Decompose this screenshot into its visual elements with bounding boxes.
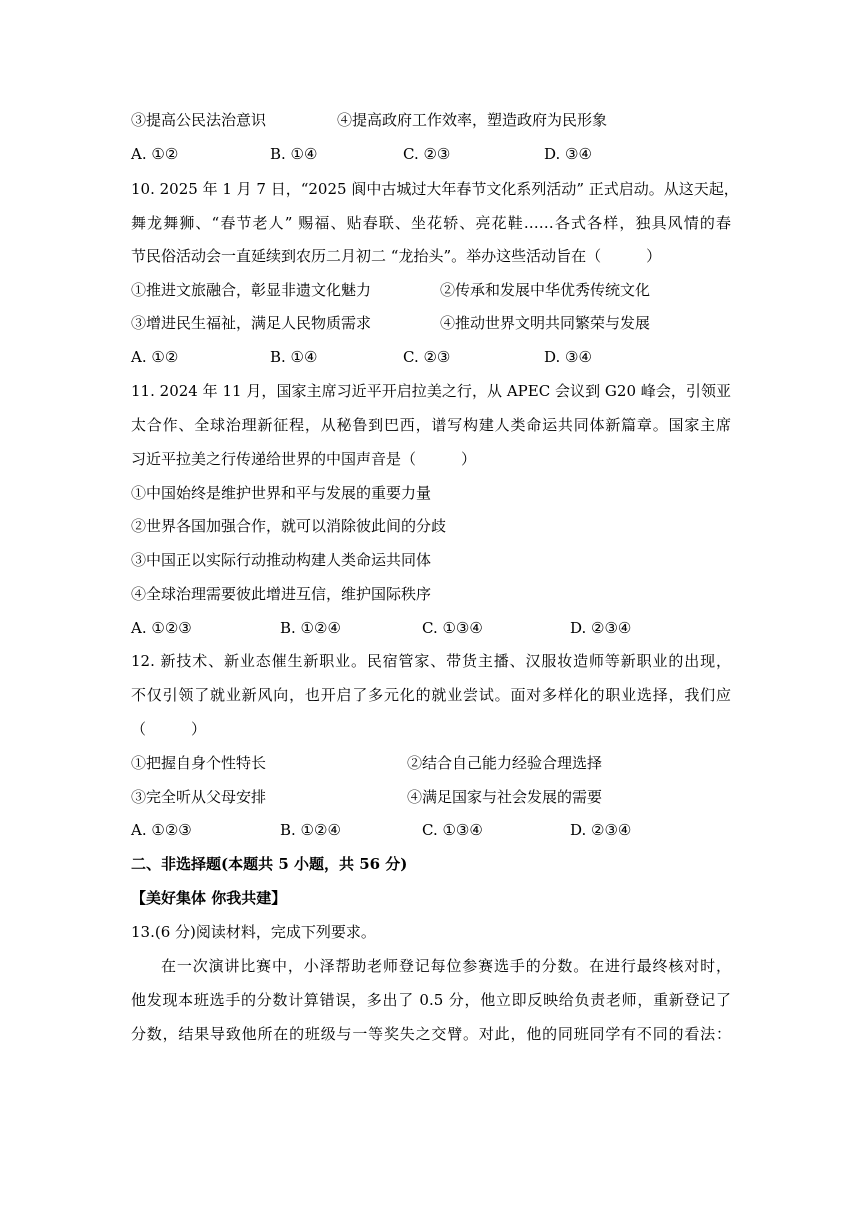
q12-stem-line-3: （ ） (131, 720, 207, 738)
q13-material-line-3: 分数，结果导致他所在的班级与一等奖失之交臂。对此，他的同班同学有不同的看法： (131, 1025, 731, 1043)
q10-option-4: ④推动世界文明共同繁荣与发展 (440, 314, 651, 332)
q10-choice-c: C. ②③ (403, 348, 451, 366)
q12-option-4: ④满足国家与社会发展的需要 (407, 788, 603, 806)
q10-option-1: ①推进文旅融合，彰显非遗文化魅力 (131, 281, 372, 299)
q11-choice-b: B. ①②④ (280, 619, 341, 637)
q10-choice-b: B. ①④ (270, 348, 318, 366)
q11-option-1: ①中国始终是维护世界和平与发展的重要力量 (131, 484, 432, 502)
q13-stem: 13.(6 分)阅读材料，完成下列要求。 (131, 923, 376, 941)
q12-option-1: ①把握自身个性特长 (131, 754, 267, 772)
q10-stem-line-3: 节民俗活动会一直延续到农历二月初二 “龙抬头”。举办这些活动旨在（ ） (131, 247, 662, 265)
q12-stem-line-1: 12. 新技术、新业态催生新职业。民宿管家、带货主播、汉服妆造师等新职业的出现， (131, 652, 731, 670)
q10-stem-line-2: 舞龙舞狮、“春节老人” 赐福、贴春联、坐花轿、亮花鞋……各式各样，独具风情的春 (131, 214, 731, 232)
q12-choice-c: C. ①③④ (422, 821, 483, 839)
q11-option-2: ②世界各国加强合作，就可以消除彼此间的分歧 (131, 517, 447, 535)
q11-choice-d: D. ②③④ (570, 619, 632, 637)
q11-stem-line-2: 太合作、全球治理新征程，从秘鲁到巴西，谱写构建人类命运共同体新篇章。国家主席 (131, 416, 731, 434)
q9-choice-b: B. ①④ (270, 145, 318, 163)
q11-choice-c: C. ①③④ (422, 619, 483, 637)
q11-stem-line-1: 11. 2024 年 11 月，国家主席习近平开启拉美之行，从 APEC 会议到 G20 峰会，引领亚 (131, 382, 731, 400)
q11-option-4: ④全球治理需要彼此增进互信，维护国际秩序 (131, 585, 432, 603)
q12-choice-a: A. ①②③ (131, 821, 192, 839)
q10-option-3: ③增进民生福祉，满足人民物质需求 (131, 314, 372, 332)
q13-material-line-1: 在一次演讲比赛中，小泽帮助老师登记每位参赛选手的分数。在进行最终核对时， (161, 957, 731, 975)
section-2-subtitle: 【美好集体 你我共建】 (131, 889, 287, 907)
q11-option-3: ③中国正以实际行动推动构建人类命运共同体 (131, 551, 432, 569)
q9-choice-c: C. ②③ (403, 145, 451, 163)
q11-choice-a: A. ①②③ (131, 619, 192, 637)
q9-option-3: ③提高公民法治意识 (131, 111, 267, 129)
q12-option-2: ②结合自己能力经验合理选择 (407, 754, 603, 772)
q9-choice-a: A. ①② (131, 145, 179, 163)
q9-option-4: ④提高政府工作效率，塑造政府为民形象 (337, 111, 608, 129)
q12-choice-d: D. ②③④ (570, 821, 632, 839)
q13-material-line-2: 他发现本班选手的分数计算错误，多出了 0.5 分，他立即反映给负责老师，重新登记了 (131, 991, 731, 1009)
q9-choice-d: D. ③④ (544, 145, 592, 163)
q12-choice-b: B. ①②④ (280, 821, 341, 839)
q10-choice-d: D. ③④ (544, 348, 592, 366)
q12-option-3: ③完全听从父母安排 (131, 788, 267, 806)
q12-stem-line-2: 不仅引领了就业新风向，也开启了多元化的就业尝试。面对多样化的职业选择，我们应 (131, 686, 731, 704)
q10-choice-a: A. ①② (131, 348, 179, 366)
q10-option-2: ②传承和发展中华优秀传统文化 (440, 281, 651, 299)
section-2-title: 二、非选择题(本题共 5 小题，共 56 分) (131, 855, 408, 873)
q11-stem-line-3: 习近平拉美之行传递给世界的中国声音是（ ） (131, 450, 477, 468)
q10-stem-line-1: 10. 2025 年 1 月 7 日，“2025 阆中古城过大年春节文化系列活动” 正式启动。从这天起， (131, 180, 739, 198)
